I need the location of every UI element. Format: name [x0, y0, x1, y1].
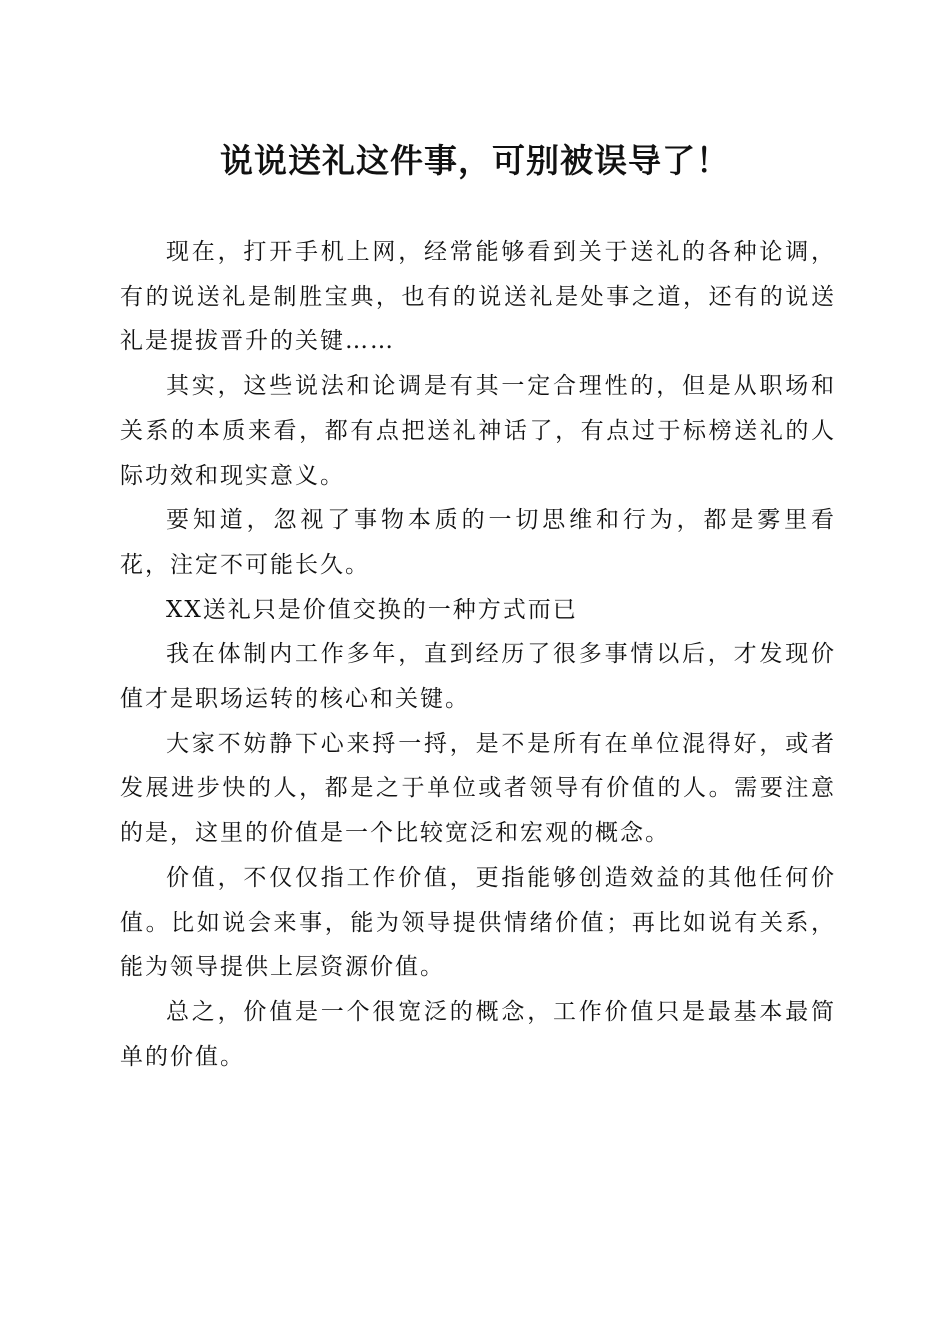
paragraph: 现在，打开手机上网，经常能够看到关于送礼的各种论调，有的说送礼是制胜宝典，也有的说送礼是处事之道，还有的说送礼是提拔晋升的关键……	[120, 239, 836, 355]
document-title: 说说送礼这件事，可别被误导了！	[220, 141, 730, 180]
paragraph: 要知道，忽视了事物本质的一切思维和行为，都是雾里看花，注定不可能长久。	[120, 507, 836, 578]
paragraph: 总之，价值是一个很宽泛的概念，工作价值只是最基本最简单的价值。	[120, 998, 836, 1070]
paragraph: 大家不妨静下心来捋一捋，是不是所有在单位混得好，或者发展进步快的人，都是之于单位或者领导有价值的人。需要注意的是，这里的价值是一个比较宽泛和宏观的概念。	[120, 730, 836, 847]
section-heading: XX送礼只是价值交换的一种方式而已	[166, 596, 578, 623]
document-body	[120, 230, 836, 1079]
paragraph: 价值，不仅仅指工作价值，更指能够创造效益的其他任何价值。比如说会来事，能为领导提供情绪价值；再比如说有关系，能为领导提供上层资源价值。	[120, 864, 836, 981]
paragraph: 其实，这些说法和论调是有其一定合理性的，但是从职场和关系的本质来看，都有点把送礼神话了，有点过于标榜送礼的人际功效和现实意义。	[120, 373, 836, 489]
paragraph: 我在体制内工作多年，直到经历了很多事情以后，才发现价值才是职场运转的核心和关键。	[120, 641, 836, 713]
